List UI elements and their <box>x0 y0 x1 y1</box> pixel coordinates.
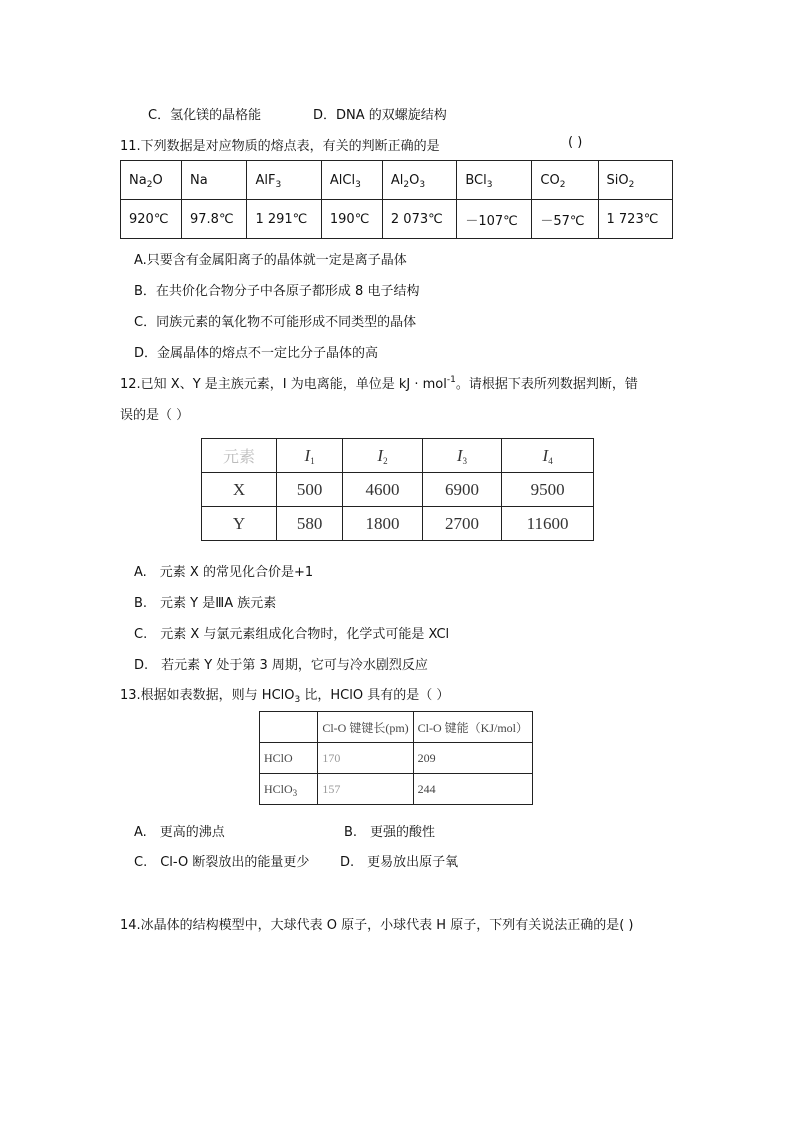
table-row <box>260 774 533 805</box>
corner-cell <box>260 712 318 743</box>
value-cell: 97.8℃ <box>182 200 247 239</box>
question-12-stem-cont: 误的是（ ） <box>120 408 190 423</box>
header-cell: $I_2$ <box>343 439 422 473</box>
header-cell: $I_1$ <box>277 439 343 473</box>
value-cell: 244 <box>413 774 532 805</box>
question-11-stem: 11.下列数据是对应物质的熔点表，有关的判断正确的是 <box>120 139 440 154</box>
value-cell: －57℃ <box>532 200 598 239</box>
option-a-q11: A.只要含有金属阳离子的晶体就一定是离子晶体 <box>134 253 407 268</box>
option-d-q10: D．DNA 的双螺旋结构 <box>313 108 447 123</box>
table-header-row <box>202 439 594 473</box>
answer-paren-q11: ( ) <box>568 135 583 150</box>
value-cell: 920℃ <box>121 200 182 239</box>
table-row <box>260 743 533 774</box>
option-a-q13: A. 更高的沸点 <box>134 825 225 840</box>
value-cell: 2 073℃ <box>382 200 456 239</box>
row-label: X <box>202 473 277 507</box>
melting-point-table <box>120 160 673 239</box>
ionization-energy-table <box>201 438 594 541</box>
header-cell: AlCl$_3$ <box>321 161 382 200</box>
value-cell: 1 291℃ <box>247 200 321 239</box>
value-cell: 500 <box>277 473 343 507</box>
header-cell: Cl-O 键键长(pm) <box>318 712 413 743</box>
value-cell: 4600 <box>343 473 422 507</box>
option-c-q12: C. 元素 X 与氯元素组成化合物时，化学式可能是 XCl <box>134 627 450 642</box>
value-cell: 170 <box>318 743 413 774</box>
header-cell: Na <box>182 161 247 200</box>
header-cell: $Na_2O$ <box>121 161 182 200</box>
value-cell: 157 <box>318 774 413 805</box>
table-header-row <box>260 712 533 743</box>
option-b-q11: B．在共价化合物分子中各原子都形成 8 电子结构 <box>134 284 420 299</box>
option-c-q11: C．同族元素的氧化物不可能形成不同类型的晶体 <box>134 315 417 330</box>
header-cell: SiO$_2$ <box>598 161 673 200</box>
table-header-row <box>121 161 673 200</box>
header-cell: Cl-O 键能（KJ/mol） <box>413 712 532 743</box>
option-c-q13: C. Cl-O 断裂放出的能量更少 <box>134 855 310 870</box>
option-d-q11: D．金属晶体的熔点不一定比分子晶体的高 <box>134 346 379 361</box>
value-cell: 1800 <box>343 507 422 541</box>
table-row <box>202 473 594 507</box>
value-cell: －107℃ <box>457 200 532 239</box>
header-cell: $I_4$ <box>502 439 594 473</box>
value-cell: 1 723℃ <box>598 200 673 239</box>
value-cell: 11600 <box>502 507 594 541</box>
value-cell: 209 <box>413 743 532 774</box>
header-cell: $CO_2$ <box>532 161 598 200</box>
question-14-stem: 14.冰晶体的结构模型中，大球代表 O 原子，小球代表 H 原子，下列有关说法正确的是( ) <box>120 918 634 933</box>
value-cell: 2700 <box>422 507 501 541</box>
option-c-q10: C．氢化镁的晶格能 <box>148 108 262 123</box>
question-12-stem: 12.已知 X、Y 是主族元素，I 为电离能，单位是 kJ · mol$^{-1}$。请根据下表所列数据判断，错 <box>120 375 638 392</box>
value-cell: 9500 <box>502 473 594 507</box>
bond-data-table <box>259 711 533 805</box>
question-13-stem: 13.根据如表数据，则与 HClO$_3$ 比，HClO 具有的是（ ） <box>120 688 450 705</box>
table-row <box>202 507 594 541</box>
table-row <box>121 200 673 239</box>
header-cell: BCl$_3$ <box>457 161 532 200</box>
value-cell: 6900 <box>422 473 501 507</box>
value-cell: 190℃ <box>321 200 382 239</box>
option-b-q12: B. 元素 Y 是ⅢA 族元素 <box>134 596 277 611</box>
header-cell: AlF$_3$ <box>247 161 321 200</box>
value-cell: 580 <box>277 507 343 541</box>
row-label: HClO <box>260 743 318 774</box>
option-b-q13: B. 更强的酸性 <box>344 825 436 840</box>
header-cell: $I_3$ <box>422 439 501 473</box>
option-a-q12: A. 元素 X 的常见化合价是+1 <box>134 565 314 580</box>
option-d-q12: D. 若元素 Y 处于第 3 周期，它可与冷水剧烈反应 <box>134 658 428 673</box>
row-label: Y <box>202 507 277 541</box>
option-d-q13: D. 更易放出原子氧 <box>340 855 459 870</box>
row-label: HClO$_3$ <box>260 774 318 805</box>
header-cell: $Al_2O_3$ <box>382 161 456 200</box>
corner-cell: 元素 <box>202 439 277 473</box>
